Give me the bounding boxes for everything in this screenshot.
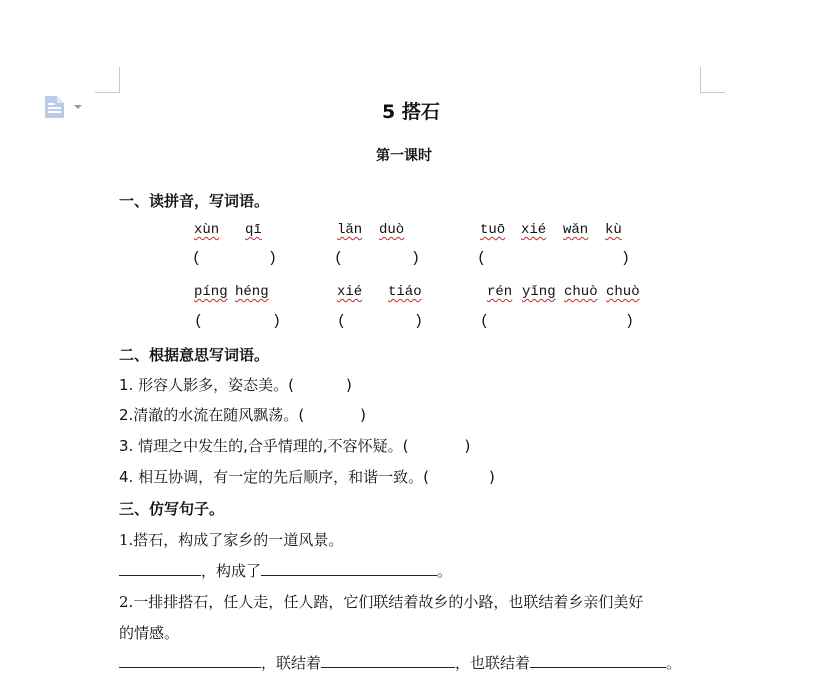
- pinyin-xun: xùn: [194, 222, 220, 238]
- question-item: [119, 466, 495, 487]
- answer-paren-open: (: [192, 250, 202, 267]
- fill-blank[interactable]: [261, 561, 437, 576]
- question-text: 2.清澈的水流在随风飘荡。(: [119, 406, 305, 424]
- page-corner-mark-right-h: [700, 92, 725, 93]
- page-corner-mark-left-h: [95, 92, 120, 93]
- paren-close: ): [360, 406, 367, 424]
- section3-heading: 三、仿写句子。: [119, 500, 225, 518]
- pinyin-tuo: tuō: [480, 222, 506, 238]
- answer-paren-open: (: [477, 250, 487, 267]
- answer-paren-close: ): [621, 250, 631, 267]
- answer-paren-open: (: [337, 313, 347, 330]
- pinyin-xie: xié: [521, 222, 547, 238]
- pinyin-wan: wǎn: [563, 222, 589, 238]
- answer-paren-close: ): [268, 250, 278, 267]
- page-corner-mark-left: [119, 67, 120, 92]
- paren-close: ): [488, 468, 495, 486]
- pinyin-ku: kù: [605, 222, 622, 238]
- pinyin-qi: qī: [245, 222, 262, 238]
- fill-text: ，构成了: [201, 562, 262, 580]
- paren-close: ): [464, 437, 471, 455]
- fill-blank[interactable]: [119, 653, 261, 668]
- pinyin-ping: píng: [194, 284, 228, 300]
- pinyin-ying: yǐng: [522, 284, 556, 300]
- pinyin-duo: duò: [379, 222, 405, 238]
- answer-paren-close: ): [411, 250, 421, 267]
- pinyin-tiao: tiáo: [388, 284, 422, 300]
- question-item: [119, 374, 352, 395]
- answer-paren-open: (: [194, 313, 204, 330]
- section2-heading: 二、根据意思写词语。: [119, 346, 270, 364]
- fill-text: ，联结着: [261, 654, 322, 672]
- section1-heading: 一、读拼音，写词语。: [119, 192, 270, 210]
- pinyin-chuo: chuò: [564, 284, 598, 300]
- fill-blank[interactable]: [321, 653, 455, 668]
- pinyin-heng: héng: [235, 284, 269, 300]
- chevron-down-icon[interactable]: [74, 105, 82, 109]
- page-subtitle: 第一课时: [376, 148, 432, 164]
- answer-paren-open: (: [334, 250, 344, 267]
- paren-close: ): [345, 376, 352, 394]
- fill-in-line-1: [119, 560, 452, 581]
- example-sentence-2-line1: 2.一排排搭石，任人走，任人踏，它们联结着故乡的小路，也联结着乡亲们美好: [119, 593, 644, 611]
- pinyin-ren: rén: [487, 284, 513, 300]
- question-text: 4. 相互协调，有一定的先后顺序，和谐一致。(: [119, 468, 429, 486]
- answer-paren-open: (: [480, 313, 490, 330]
- example-sentence-1: 1.搭石，构成了家乡的一道风景。: [119, 531, 344, 549]
- answer-paren-close: ): [625, 313, 635, 330]
- pinyin-lan: lǎn: [337, 222, 363, 238]
- answer-paren-close: ): [414, 313, 424, 330]
- question-item: [119, 435, 470, 456]
- fill-text: 。: [437, 562, 453, 580]
- question-text: 3. 情理之中发生的,合乎情理的,不容怀疑。(: [119, 437, 409, 455]
- fill-in-line-2: [119, 652, 681, 673]
- pinyin-xie2: xié: [337, 284, 363, 300]
- example-sentence-2-line2: 的情感。: [119, 624, 180, 642]
- question-text: 1. 形容人影多，姿态美。(: [119, 376, 294, 394]
- page-title: 5 搭石: [382, 101, 440, 123]
- fill-blank[interactable]: [119, 561, 201, 576]
- fill-blank[interactable]: [530, 653, 666, 668]
- page-corner-mark-right: [700, 67, 701, 92]
- pinyin-chuo2: chuò: [606, 284, 640, 300]
- document-paste-icon[interactable]: [45, 96, 64, 118]
- fill-text: 。: [666, 654, 682, 672]
- question-item: [119, 404, 366, 425]
- answer-paren-close: ): [272, 313, 282, 330]
- fill-text: ，也联结着: [455, 654, 531, 672]
